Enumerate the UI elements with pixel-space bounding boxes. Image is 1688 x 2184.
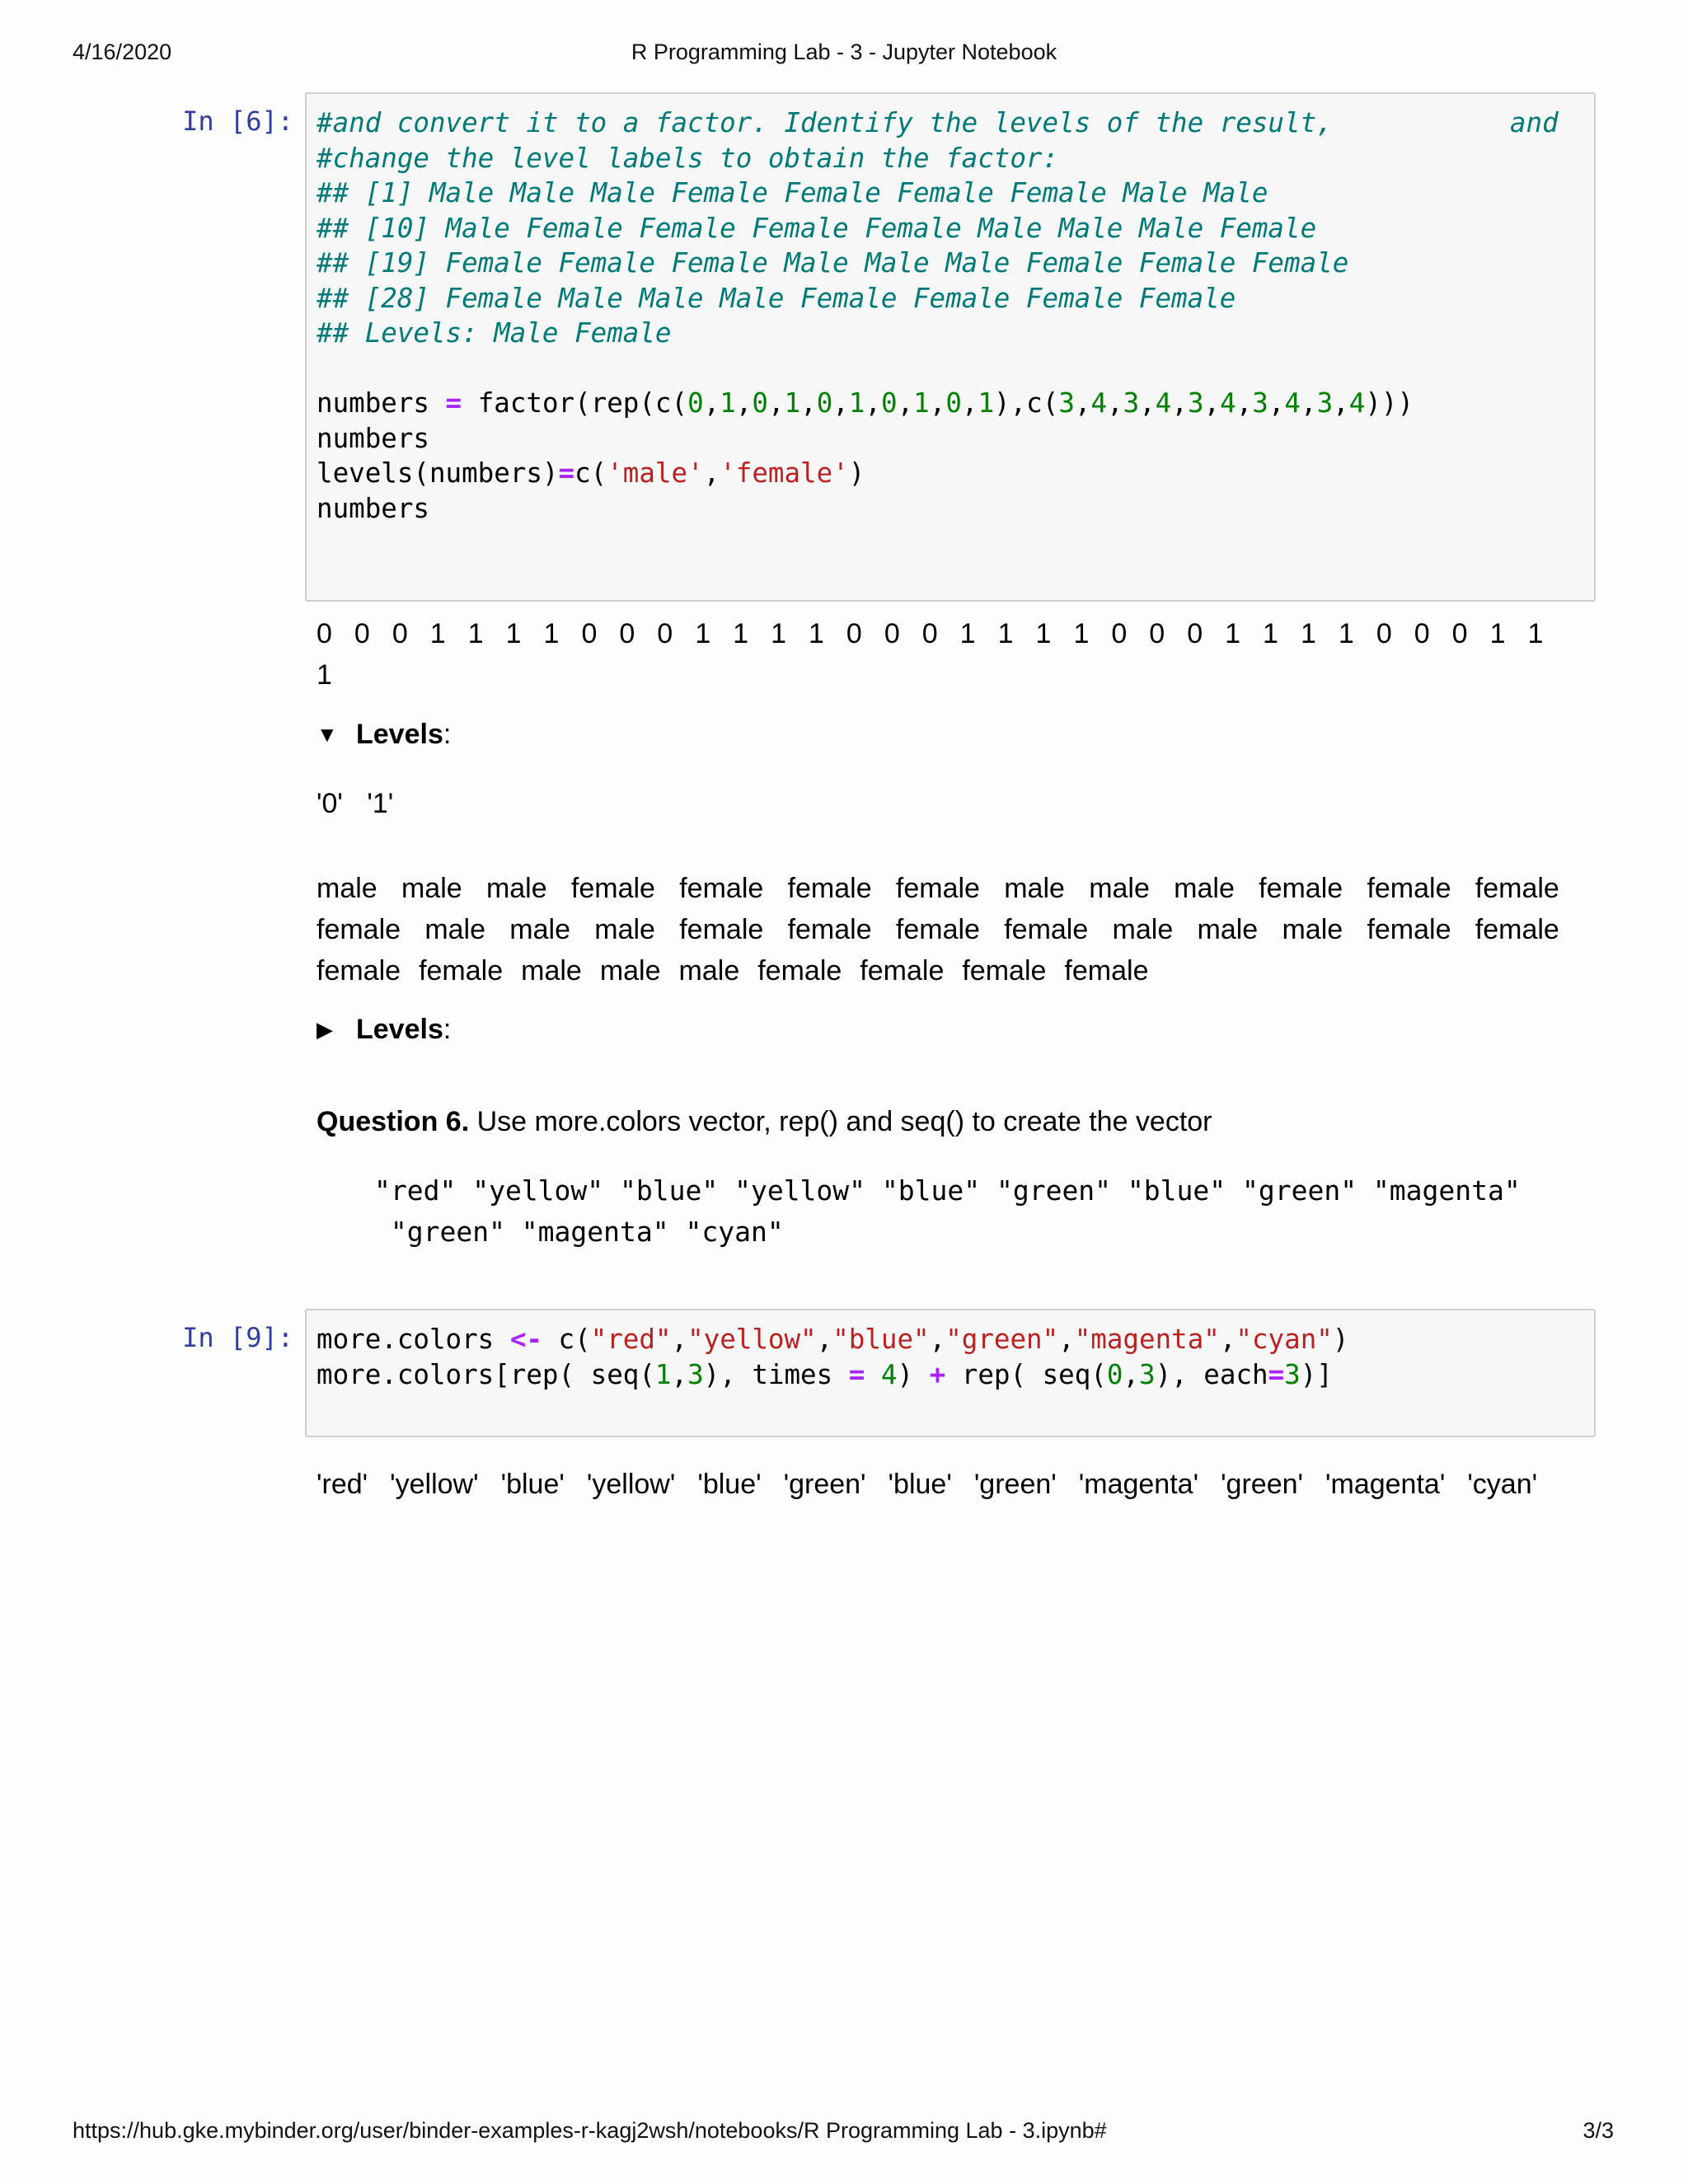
factor-value: 1 — [1073, 618, 1090, 649]
code-number: 1 — [978, 387, 995, 419]
code-number: 3 — [1187, 387, 1204, 419]
code-token: )] — [1300, 1358, 1333, 1390]
output-genders — [316, 868, 1578, 991]
code-string: "cyan" — [1236, 1324, 1333, 1355]
code-number: 3 — [687, 1358, 704, 1390]
triangle-down-icon: ▼ — [316, 722, 338, 747]
gender-value: male — [424, 914, 486, 945]
code-number: 1 — [720, 387, 736, 419]
page-number: 3/3 — [1582, 2118, 1614, 2143]
gender-value: male — [1282, 914, 1343, 945]
gender-value: male — [678, 955, 740, 987]
color-value: 'green' — [783, 1469, 866, 1500]
code-token: , — [1074, 387, 1091, 419]
levels-toggle-expanded[interactable] — [316, 719, 451, 751]
code-cell-6-source[interactable] — [316, 94, 1584, 526]
code-token: levels(numbers) — [316, 457, 559, 489]
color-value: 'green' — [973, 1469, 1057, 1500]
factor-value: 0 — [657, 618, 673, 649]
color-string-list — [591, 1324, 1333, 1355]
code-token: , — [1268, 387, 1285, 419]
code-number: 0 — [881, 387, 898, 419]
gender-value: male — [594, 914, 655, 945]
code-operator: = — [558, 457, 575, 489]
gender-value: female — [860, 955, 945, 987]
comment-line: ## [10] Male Female Female Female Female Male Male Male Female — [316, 212, 1317, 244]
color-value: 'green' — [1221, 1469, 1304, 1500]
levels-colon: : — [443, 1014, 452, 1045]
factor-value: 0 — [1414, 618, 1430, 649]
gender-value: female — [1064, 955, 1149, 987]
triangle-right-icon: ▶ — [316, 1017, 333, 1042]
factor-value: 0 — [619, 618, 635, 649]
code-number: 3 — [1123, 387, 1140, 419]
factor-value: 0 — [316, 618, 332, 649]
code-token: more.colors[rep( seq( — [316, 1358, 655, 1390]
code-token: , — [929, 1324, 946, 1355]
gender-value: male — [316, 873, 377, 904]
factor-value: 1 — [997, 618, 1014, 649]
factor-value: 1 — [1225, 618, 1241, 649]
gender-value: female — [1475, 914, 1559, 945]
factor-value: 1 — [316, 659, 332, 691]
color-value: 'yellow' — [390, 1469, 479, 1500]
code-number: 4 — [1220, 387, 1236, 419]
code-number: 4 — [1284, 387, 1301, 419]
factor-value: 1 — [1489, 618, 1506, 649]
code-token: , — [897, 387, 914, 419]
code-token: , — [929, 387, 946, 419]
factor-value: 1 — [771, 618, 786, 649]
gender-value: male — [521, 955, 582, 987]
code-number: 0 — [816, 387, 833, 419]
factor-value: 0 — [1111, 618, 1128, 649]
factor-value: 0 — [581, 618, 598, 649]
code-token: , — [816, 1324, 833, 1355]
code-token: , — [1058, 1324, 1075, 1355]
code-number: 1 — [848, 387, 865, 419]
code-token: more.colors — [316, 1324, 510, 1355]
levels-label: Levels — [356, 1014, 443, 1045]
print-date: 4/16/2020 — [73, 40, 172, 64]
code-number: 1 — [654, 1358, 672, 1390]
factor-value: 1 — [1527, 618, 1544, 649]
gender-value: female — [787, 873, 872, 904]
code-token: ) — [848, 457, 865, 489]
color-value: 'magenta' — [1078, 1469, 1199, 1500]
page-footer — [0, 2118, 1688, 2148]
code-token: , — [1203, 387, 1221, 419]
gender-value: female — [679, 914, 764, 945]
comment-line: ## [1] Male Male Male Female Female Female Female Male Male — [316, 177, 1268, 209]
cell-9-prompt: In [9]: — [182, 1322, 293, 1353]
levels-label: Levels — [356, 719, 443, 750]
factor-value: 1 — [1338, 618, 1354, 649]
gender-value: female — [1367, 873, 1451, 904]
code-token: ), times — [703, 1358, 849, 1390]
code-number: 0 — [687, 387, 704, 419]
color-value: 'yellow' — [586, 1469, 676, 1500]
code-token: ) — [1332, 1324, 1349, 1355]
question-body: Use more.colors vector, rep() and seq() to create the vector — [469, 1106, 1212, 1137]
comment-line: ## [19] Female Female Female Male Male Male Female Female Female — [316, 247, 1349, 279]
comment-line: #and convert it to a factor. Identify the levels of the result, and — [316, 107, 1559, 138]
question-6-text — [316, 1106, 1212, 1138]
code-token: , — [832, 387, 849, 419]
comment-line: ## Levels: Male Female — [316, 317, 672, 349]
code-number: 1 — [913, 387, 930, 419]
factor-value: 0 — [1187, 618, 1203, 649]
gender-value: female — [962, 955, 1047, 987]
code-number: 3 — [1252, 387, 1268, 419]
color-value: 'blue' — [888, 1469, 952, 1500]
gender-value: male — [485, 873, 547, 904]
comment-line: #change the level labels to obtain the factor: — [316, 142, 1059, 174]
code-token: numbers — [316, 387, 446, 419]
factor-value: 1 — [543, 618, 560, 649]
code-token: ) — [897, 1358, 930, 1390]
code-number: 3 — [1139, 1358, 1156, 1390]
code-string: "blue" — [832, 1324, 930, 1355]
factor-value: 1 — [808, 618, 824, 649]
factor-value: 0 — [354, 618, 370, 649]
code-token: , — [671, 1358, 688, 1390]
numeric-vector-2 — [1058, 387, 1365, 419]
code-operator: = — [445, 387, 462, 419]
code-operator: = — [1268, 1358, 1285, 1390]
code-token: ),c( — [994, 387, 1059, 419]
code-string: "green" — [945, 1324, 1059, 1355]
code-token: , — [735, 387, 753, 419]
code-token: , — [1107, 387, 1123, 419]
gender-value: female — [787, 914, 872, 945]
gender-value: female — [757, 955, 842, 987]
gender-value: male — [401, 873, 462, 904]
page-url: https://hub.gke.mybinder.org/user/binder-examples-r-kagj2wsh/notebooks/R Programming Lab - 3.ipynb# — [73, 2118, 1107, 2143]
code-number: 4 — [1348, 387, 1366, 419]
code-token: , — [1171, 387, 1188, 419]
code-token: numbers — [316, 422, 429, 454]
code-token: , — [800, 387, 817, 419]
factor-values-list — [316, 613, 1578, 696]
code-token: , — [961, 387, 978, 419]
code-string: 'female' — [720, 457, 849, 489]
code-operator: + — [929, 1358, 946, 1390]
code-string: "red" — [590, 1324, 672, 1355]
code-number: 3 — [1284, 1358, 1301, 1390]
code-cell-9-source[interactable] — [316, 1310, 1584, 1392]
cell-6-prompt: In [6]: — [182, 105, 293, 137]
code-token — [865, 1359, 881, 1390]
gender-value: male — [599, 955, 661, 987]
levels-values — [316, 788, 1578, 820]
code-token: ))) — [1365, 387, 1414, 419]
factor-value: 1 — [1035, 618, 1052, 649]
code-token: factor(rep(c( — [462, 387, 688, 419]
color-value: 'cyan' — [1467, 1469, 1538, 1500]
gender-value: female — [1367, 914, 1451, 945]
page-title: R Programming Lab - 3 - Jupyter Notebook — [631, 40, 1057, 64]
code-number: 0 — [752, 387, 768, 419]
code-number: 0 — [945, 387, 962, 419]
factor-value: 1 — [695, 618, 711, 649]
expected-line: "green" "magenta" "cyan" — [374, 1216, 784, 1248]
code-number: 4 — [1155, 387, 1172, 419]
code-number: 0 — [1106, 1358, 1123, 1390]
color-value: 'blue' — [697, 1469, 762, 1500]
code-token: rep( seq( — [945, 1358, 1107, 1390]
colors-values-list — [316, 1469, 1578, 1501]
factor-value: 1 — [467, 618, 484, 649]
code-token: c( — [542, 1324, 591, 1355]
gender-value: female — [679, 873, 764, 904]
factor-value: 1 — [429, 618, 446, 649]
factor-value: 0 — [1451, 618, 1468, 649]
factor-value: 0 — [884, 618, 900, 649]
gender-value: female — [419, 955, 504, 987]
code-token: , — [1333, 387, 1349, 419]
code-token: , — [1236, 387, 1253, 419]
levels-toggle-collapsed[interactable] — [316, 1014, 451, 1046]
code-operator: <- — [509, 1324, 542, 1355]
gender-value: male — [1004, 873, 1065, 904]
code-operator: = — [848, 1358, 865, 1390]
factor-value: 0 — [1376, 618, 1392, 649]
question-6-expected-vector — [374, 1170, 1521, 1253]
code-token: , — [1301, 387, 1317, 419]
code-token: ), each — [1155, 1358, 1268, 1390]
gender-value: male — [509, 914, 570, 945]
gender-value: male — [1197, 914, 1259, 945]
page-header — [0, 40, 1688, 69]
factor-value: 1 — [505, 618, 522, 649]
gender-values-list — [316, 868, 1578, 991]
code-token: , — [1139, 387, 1156, 419]
gender-value: female — [1004, 914, 1089, 945]
code-cell-9[interactable] — [305, 1309, 1596, 1437]
code-number: 4 — [1090, 387, 1108, 419]
color-value: 'red' — [316, 1469, 368, 1500]
code-token: numbers — [316, 492, 429, 524]
code-number: 3 — [1316, 387, 1334, 419]
code-token: , — [767, 387, 785, 419]
code-number: 1 — [784, 387, 801, 419]
gender-value: male — [1174, 873, 1235, 904]
code-cell-6[interactable] — [305, 92, 1596, 602]
code-token: c( — [574, 457, 607, 489]
factor-value: 1 — [1263, 618, 1278, 649]
level-value: '0' — [316, 788, 343, 819]
code-token: , — [703, 457, 720, 489]
factor-value: 1 — [733, 618, 749, 649]
color-value: 'magenta' — [1325, 1469, 1446, 1500]
code-string: "magenta" — [1074, 1324, 1220, 1355]
levels-colon: : — [443, 719, 452, 750]
factor-value: 0 — [921, 618, 938, 649]
gender-value: female — [316, 914, 401, 945]
level-value: '1' — [367, 788, 394, 819]
factor-value: 0 — [1149, 618, 1165, 649]
expected-line: "red" "yellow" "blue" "yellow" "blue" "green" "blue" "green" "magenta" — [374, 1174, 1521, 1207]
output-colors — [316, 1469, 1578, 1501]
factor-value: 0 — [846, 618, 862, 649]
code-string: "yellow" — [687, 1324, 817, 1355]
gender-value: female — [895, 914, 980, 945]
code-token: , — [1123, 1358, 1140, 1390]
code-token: , — [865, 387, 881, 419]
code-number: 3 — [1058, 387, 1075, 419]
question-number: Question 6. — [316, 1106, 470, 1137]
gender-value: female — [1259, 873, 1343, 904]
gender-value: female — [316, 955, 401, 987]
factor-value: 1 — [1300, 618, 1316, 649]
code-number: 4 — [880, 1358, 898, 1390]
gender-value: female — [570, 873, 655, 904]
color-value: 'blue' — [500, 1469, 565, 1500]
code-token: , — [703, 387, 720, 419]
output-numbers — [316, 613, 1578, 696]
comment-line: ## [28] Female Male Male Male Female Female Female Female — [316, 282, 1236, 314]
code-string: 'male' — [607, 457, 704, 489]
gender-value: female — [895, 873, 980, 904]
gender-value: female — [1475, 873, 1559, 904]
numeric-vector-1 — [687, 387, 994, 419]
gender-value: male — [1089, 873, 1150, 904]
gender-value: male — [1112, 914, 1174, 945]
code-token: , — [671, 1324, 688, 1355]
factor-value: 0 — [392, 618, 408, 649]
factor-value: 1 — [959, 618, 976, 649]
code-token: , — [1219, 1324, 1236, 1355]
